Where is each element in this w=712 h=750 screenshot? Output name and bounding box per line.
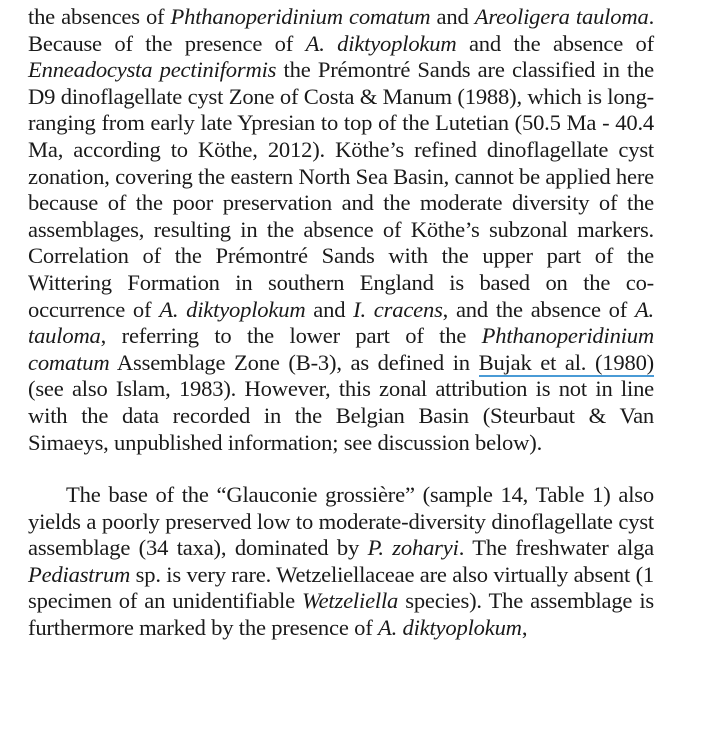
species-name: Phthanoperidinium comatum [170,4,431,29]
text-segment: , and the absence of [442,296,635,322]
text-segment: Assemblage Zone (B-3), as defined in [109,349,479,375]
species-name: P. zoharyi [367,535,459,561]
text-segment: . The freshwater alga [458,535,654,561]
text-segment: (see also Islam, 1983). However, this zonal attribution is not in line with the data recorded in the Belgian Basin (Steurbaut & Van Simaeys, unpublished information; see discussion below). [28,376,654,455]
species-name: A. tauloma [28,296,654,349]
text-segment: and [430,4,475,29]
paragraph-1 [28,4,654,456]
text-segment: The base of the “Glauconie grossière” (sample 14, Table 1) also yields a poorly preserved low to moderate-diversity dinoflagellate cyst assemblage (34 taxa), dominated by [28,482,654,561]
species-name: A. diktyoplokum [305,30,457,56]
text-segment: species). The assemblage is furthermore marked by the presence of [28,588,654,641]
text-segment: and [305,296,354,322]
species-name: A. diktyoplokum [377,615,522,641]
species-name: I. cracens [353,296,443,322]
species-name: Phthanoperidinium comatum [28,323,654,375]
text-segment: the Prémontré Sands are classified in the D9 dinoflagellate cyst Zone of Costa & Manum (1988), which is long-ranging from early late Ypresian to top of the Lutetian (50.5 Ma - 40.4 Ma, according to Köthe, 2012). Köthe’s refined dinoflagellate cyst zonation, covering the eastern North Sea Basin, cannot be applied here because of the poor preservation and the moderate diversity of the assemblages, resulting in the absence of Köthe’s subzonal markers. Correlation of the Prémontré Sands with the upper part of the Wittering Formation in southern England is based on the co-occurrence of [28,57,655,322]
document-body [28,4,654,642]
species-name: A. diktyoplokum [159,296,306,322]
species-name: Pediastrum [28,561,131,587]
text-segment: the absences of [28,4,171,29]
species-name: Areoligera tauloma [474,4,649,29]
citation-link-bujak-1980[interactable]: Bujak et al. (1980) [478,349,655,375]
species-name: Wetzeliella [302,588,399,614]
text-segment: and the absence of [456,30,654,56]
paragraph-2 [28,482,654,642]
text-segment: . Because of the presence of [28,4,655,56]
text-segment: , [521,615,528,641]
text-segment: sp. is very rare. Wetzeliellaceae are also virtually absent (1 specimen of an unidentifiable [28,561,654,614]
text-segment: , referring to the lower part of the [100,323,482,349]
species-name: Enneadocysta pectiniformis [28,57,277,83]
